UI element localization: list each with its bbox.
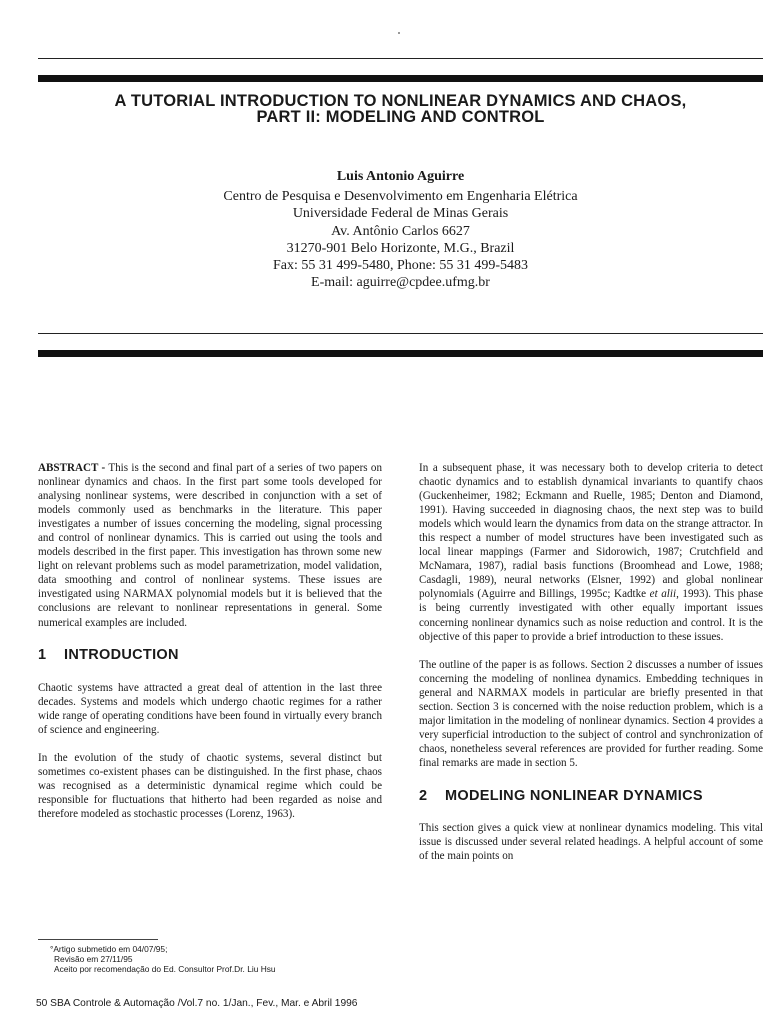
section-number: 2	[419, 787, 428, 804]
emphasis-text: et alii	[649, 588, 677, 601]
footnote-line: °Artigo submetido em 04/07/95;	[50, 944, 168, 954]
paragraph-text: , 1993). This phase is being currently investigated with other equally important issues concerning nonlinear dynamics such as noise reduction and control. It is the objective of this paper to provide a brief introduction to these issues.	[419, 588, 764, 643]
section-heading-introduction	[38, 648, 382, 662]
affiliation-block	[38, 188, 763, 292]
right-column	[419, 461, 763, 863]
paragraph: Chaotic systems have attracted a great deal of attention in the last three decades. Systems and models which undergo chaotic regimes for a rather wide range of operating conditions have been found in virtually every branch of science and engineering.	[38, 681, 382, 736]
affiliation-line: Fax: 55 31 499-5480, Phone: 55 31 499-5483	[272, 258, 529, 274]
footnote-line: Aceito por recomendação do Ed. Consultor Prof.Dr. Liu Hsu	[54, 964, 276, 974]
paragraph: In the evolution of the study of chaotic systems, several distinct but sometimes co-existent phases can be distinguished. In the first phase, chaos was recognised as a deterministic dynamical regime which could be responsible for fluctuations that hitherto had been regarded as noise and therefore modeled as stochastic processes (Lorenz, 1963).	[38, 751, 382, 820]
affiliation-line: Centro de Pesquisa e Desenvolvimento em Engenharia Elétrica	[223, 189, 578, 204]
title-line-1: A TUTORIAL INTRODUCTION TO NONLINEAR DYNAMICS AND CHAOS,	[114, 92, 687, 110]
paragraph: The outline of the paper is as follows. Section 2 discusses a number of issues concerning the modeling of nonlinea dynamics. Embedding techniques in general and NARMAX models in particular are briefly presented in that section. Section 3 is concerned with the noise reduction problem, which is a major limitation in the modeling of nonlinear dynamics. Section 4 provides a very superficial introduction to the subject of control and synchronization of chaos, nonetheless several references are provided for further reading. Some final remarks are made in section 5.	[419, 658, 763, 769]
affiliation-line: Av. Antônio Carlos 6627	[331, 223, 470, 239]
section-title: INTRODUCTION	[64, 646, 179, 663]
bottom-thin-rule	[38, 333, 763, 334]
footnote-rule	[38, 939, 158, 940]
title-line-2: PART II: MODELING AND CONTROL	[256, 108, 545, 126]
bottom-thick-rule	[38, 350, 763, 357]
section-title: MODELING NONLINEAR DYNAMICS	[445, 787, 703, 804]
paragraph-text: In a subsequent phase, it was necessary both to develop criteria to detect chaotic dynamics and to establish dynamical invariants to quantify chaos (Guckenheimer, 1982; Eckmann and Ruelle, 1985; Denton and Diamond, 1991). Having succeeded in diagnosing chaos, the next step was to build models which would learn the dynamics from data on the strange attractor. In this respect a number of model structures have been investigated such as local linear mappings (Farmer and Sidorowich, 1987; Crutchfield and McNamara, 1987), radial basis functions (Broomhead and Lowe, 1988; Casdagli, 1989), neural networks (Elsner, 1992) and global nonlinear polynomials (Aguirre and Billings, 1995c; Kadtke	[419, 462, 763, 601]
top-thin-rule	[38, 58, 763, 59]
left-column	[38, 461, 382, 821]
scan-speck	[398, 32, 400, 34]
footnote	[50, 944, 276, 974]
footnote-line: Revisão em 27/11/95	[54, 954, 133, 964]
paragraph: This section gives a quick view at nonlinear dynamics modeling. This vital issue is discussed under several related headings. A helpful account of some of the main points on	[419, 822, 763, 863]
section-number: 1	[38, 646, 47, 663]
affiliation-line: E-mail: aguirre@cpdee.ufmg.br	[311, 275, 490, 291]
abstract	[38, 461, 382, 630]
affiliation-line: Universidade Federal de Minas Gerais	[292, 206, 509, 222]
paper-title	[38, 93, 763, 125]
paragraph	[419, 461, 763, 644]
abstract-text: This is the second and final part of a series of two papers on nonlinear dynamics and chaos. In the first part some tools developed for analysing nonlinear systems, were described in conjunction with a set of models commonly used as benchmarks in the literature. This paper investigates a number of issues concerning the modeling, signal processing and control of nonlinear dynamics. This is carried out using the tools and models described in the first paper. This investigation has thrown some new light on relevant problems such as model parametrization, model validation, data smoothing and control of nonlinear systems. These issues are investigated using NARMAX polynomial models but it is believed that the conclusions are relevant to nonlinear representations in general. Some numerical examples are included.	[38, 462, 382, 629]
section-heading-modeling	[419, 789, 763, 803]
top-thick-rule	[38, 75, 763, 82]
page-footer: 50 SBA Controle & Automação /Vol.7 no. 1/Jan., Fev., Mar. e Abril 1996	[36, 998, 358, 1009]
abstract-label: ABSTRACT -	[38, 462, 106, 474]
author-name: Luis Antonio Aguirre	[336, 169, 465, 184]
affiliation-line: 31270-901 Belo Horizonte, M.G., Brazil	[286, 240, 515, 256]
